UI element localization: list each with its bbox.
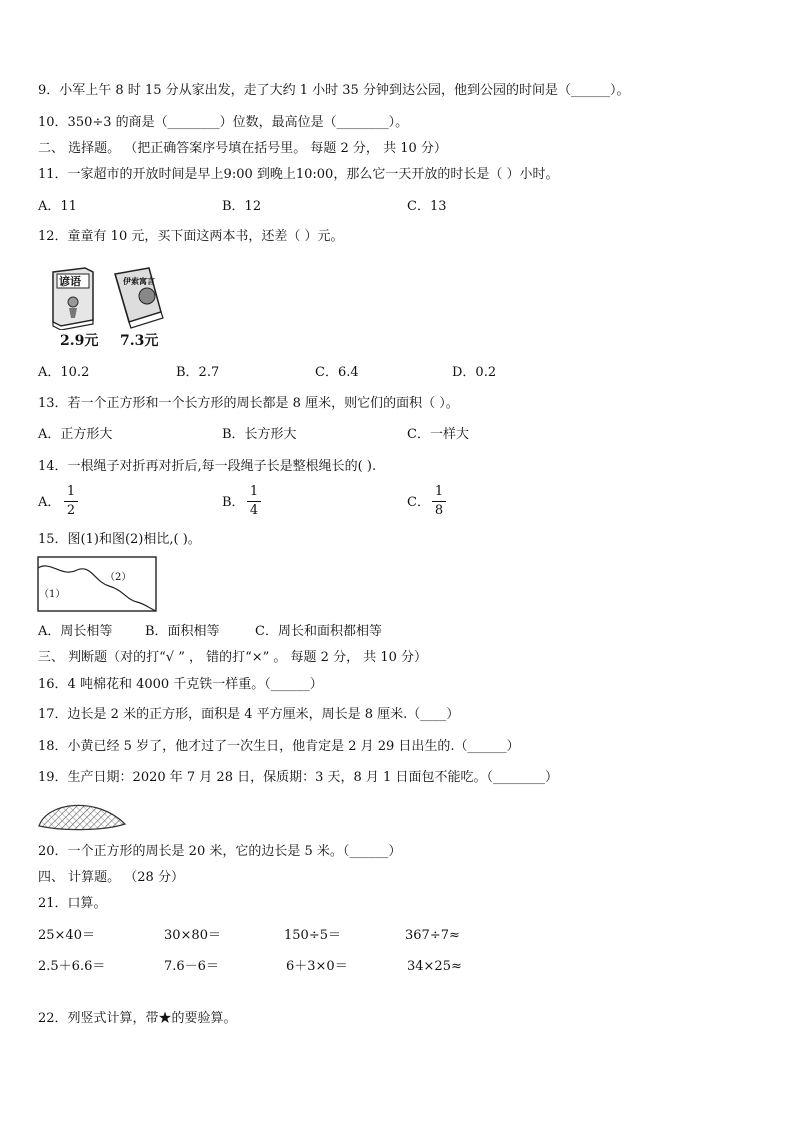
question-18: 18．小黄已经 5 岁了，他才过了一次生日，他肯定是 2 月 29 日出生的.（______）: [38, 739, 520, 754]
calc-item: 7.6－6＝: [164, 959, 219, 974]
fraction-numerator: 1: [249, 484, 259, 499]
book1-title: 谚语: [59, 275, 81, 288]
q11-option-b: B．12: [222, 199, 262, 214]
section-3-heading: 三、 判断题（对的打“√ ” ， 错的打“×” 。 每题 2 分， 共 10 分）: [38, 650, 428, 665]
q11-option-a: A．11: [38, 199, 77, 214]
fraction-numerator: 1: [66, 484, 76, 499]
section-4-heading: 四、 计算题。 （28 分）: [38, 870, 184, 885]
calc-item: 367÷7≈: [405, 928, 460, 943]
figure-label-1: （1）: [39, 589, 66, 600]
calc-item: 30×80＝: [164, 928, 221, 943]
q14-option-a-label: A．: [38, 495, 61, 510]
q12-option-a: A．10.2: [38, 365, 90, 380]
question-16: 16．4 吨棉花和 4000 千克铁一样重。（______）: [38, 677, 323, 692]
q12-option-c: C．6.4: [315, 365, 359, 380]
q13-option-a: A．正方形大: [38, 427, 113, 442]
q15-option-c: C．周长和面积都相等: [255, 624, 382, 639]
q13-option-c: C．一样大: [407, 427, 469, 442]
book1-price: 2.9元: [60, 333, 99, 349]
fraction-denominator: 8: [434, 503, 444, 518]
q14-option-c-fraction: [432, 484, 446, 519]
calc-item: 25×40＝: [38, 928, 95, 943]
calc-item: 34×25≈: [407, 959, 462, 974]
q15-option-b: B．面积相等: [145, 624, 220, 639]
calc-item: 2.5＋6.6＝: [38, 959, 106, 974]
question-13: 13．若一个正方形和一个长方形的周长都是 8 厘米，则它们的面积（ ）。: [38, 396, 459, 411]
question-21: 21．口算。: [38, 896, 107, 911]
question-22: 22．列竖式计算，带★的要验算。: [38, 1011, 237, 1026]
q13-option-b: B．长方形大: [222, 427, 297, 442]
question-15: 15．图(1)和图(2)相比,( )。: [38, 532, 201, 547]
book2-title: 伊索寓言: [123, 277, 155, 286]
figure-label-2: （2）: [105, 572, 132, 583]
fraction-denominator: 4: [249, 503, 259, 518]
bread-icon: [37, 796, 127, 832]
question-20: 20．一个正方形的周长是 20 米，它的边长是 5 米。（______）: [38, 844, 402, 859]
question-10: 10．350÷3 的商是（________）位数，最高位是（________）。: [38, 115, 409, 130]
question-19: 19．生产日期：2020 年 7 月 28 日，保质期：3 天，8 月 1 日面包不能吃。（________）: [38, 770, 558, 785]
calc-item: 150÷5＝: [284, 928, 341, 943]
q15-option-a: A．周长相等: [38, 624, 113, 639]
question-9: 9．小军上午 8 时 15 分从家出发，走了大约 1 小时 35 分钟到达公园，他到公园的时间是（______）。: [38, 83, 630, 98]
q12-option-d: D．0.2: [452, 365, 497, 380]
q14-option-b-fraction: [247, 484, 261, 519]
book2-price: 7.3元: [120, 333, 159, 349]
q12-option-b: B．2.7: [176, 365, 220, 380]
section-2-heading: 二、 选择题。 （把正确答案序号填在括号里。 每题 2 分， 共 10 分）: [38, 141, 447, 156]
q14-option-a-fraction: [64, 484, 78, 519]
q14-option-c-label: C．: [407, 495, 430, 510]
calc-item: 6＋3×0＝: [286, 959, 348, 974]
q14-option-b-label: B．: [222, 495, 245, 510]
question-12: 12．童童有 10 元，买下面这两本书，还差（ ）元。: [38, 229, 344, 244]
question-14: 14．一根绳子对折再对折后,每一段绳子长是整根绳长的( ).: [38, 459, 377, 474]
fraction-denominator: 2: [66, 503, 76, 518]
books-image: [45, 262, 175, 330]
question-17: 17．边长是 2 米的正方形，面积是 4 平方厘米，周长是 8 厘米.（____）: [38, 707, 460, 722]
figure-diagram: [37, 556, 158, 614]
q11-option-c: C．13: [407, 199, 447, 214]
fraction-numerator: 1: [434, 484, 444, 499]
question-11: 11．一家超市的开放时间是早上9:00 到晚上10:00，那么它一天开放的时长是（ ）小时。: [38, 167, 559, 182]
